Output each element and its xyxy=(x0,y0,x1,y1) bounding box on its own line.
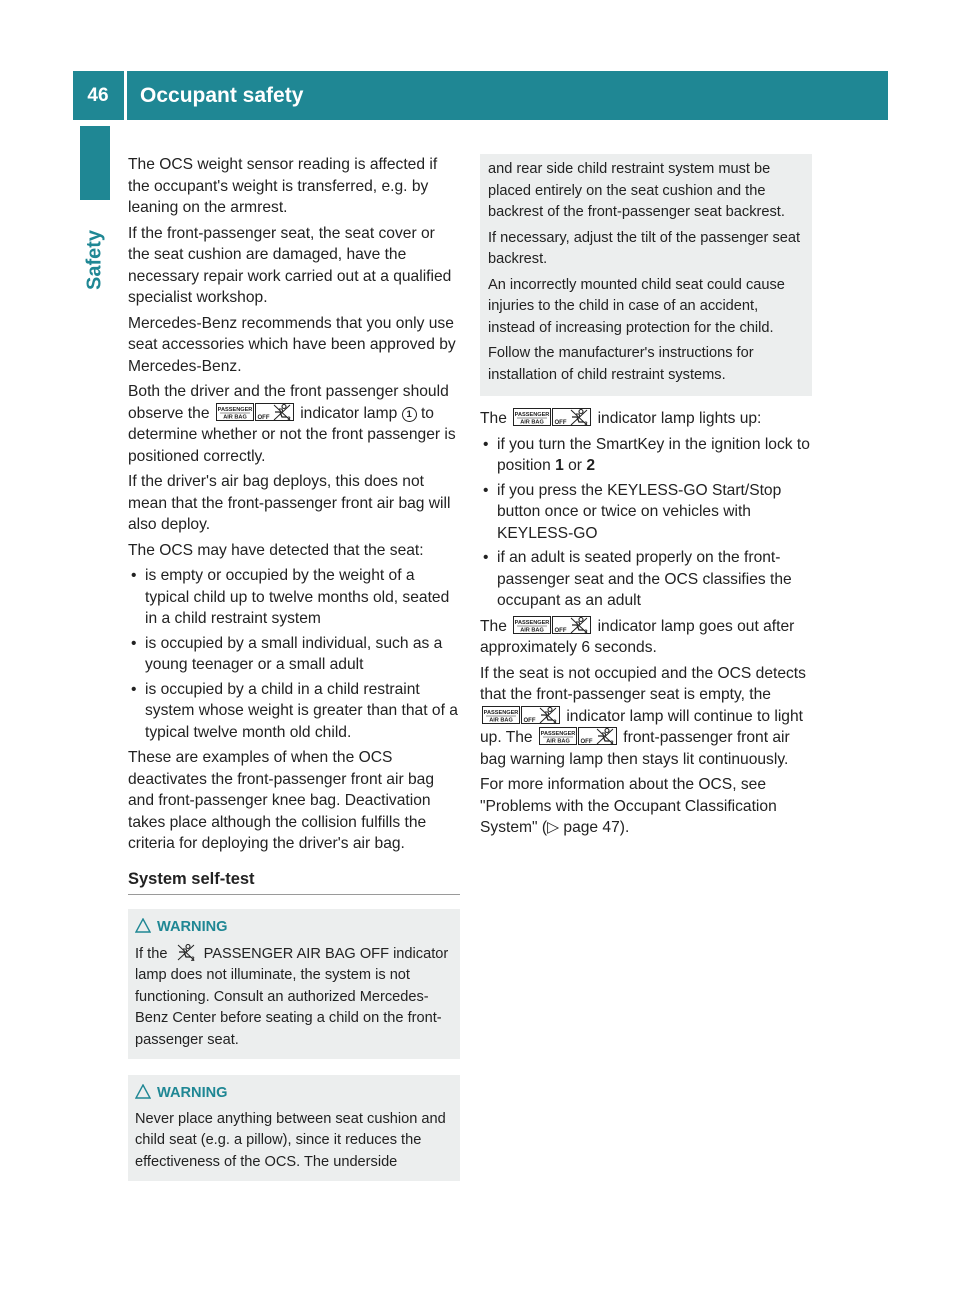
list-item: • if an adult is seated properly on the front-passenger seat and the OCS classifies the occupant as an adult xyxy=(480,547,812,612)
paragraph: Mercedes-Benz recommends that you only use seat accessories which have been approved by Mercedes-Benz. xyxy=(128,314,456,375)
passenger-airbag-off-icon xyxy=(216,403,294,421)
paragraph: For more information about the OCS, see "Problems with the Occupant Classification System" (▷ page 47). xyxy=(480,776,777,836)
bullet-list xyxy=(480,434,812,612)
paragraph: The PASSENGER AIR BAG OFF indicator lamp lights up: xyxy=(480,410,762,427)
paragraph: If the front-passenger seat, the seat cover or the seat cushion are damaged, have the necessary repair work carried out at a qualified specialist workshop. xyxy=(128,224,452,306)
section-heading: System self-test xyxy=(128,869,460,896)
header-separator xyxy=(124,71,127,120)
passenger-airbag-off-icon xyxy=(482,706,560,724)
left-column xyxy=(128,154,460,1181)
passenger-airbag-off-icon xyxy=(513,408,591,426)
section-tab xyxy=(80,126,110,200)
bullet-list xyxy=(128,565,460,743)
svg-text:OFF: OFF xyxy=(523,717,536,724)
svg-text:OFF: OFF xyxy=(580,739,593,745)
list-item: • if you press the KEYLESS-GO Start/Stop button once or twice on vehicles with KEYLESS-GO xyxy=(480,480,812,545)
paragraph: The OCS may have detected that the seat: xyxy=(128,541,424,559)
svg-text:PASSENGER: PASSENGER xyxy=(217,406,253,413)
list-item: • is occupied by a small individual, such as a young teenager or a small adult xyxy=(128,633,460,676)
page-reference-arrow-icon: ▷ xyxy=(547,819,560,836)
svg-text:PASSENGER: PASSENGER xyxy=(540,731,576,737)
passenger-airbag-off-icon xyxy=(539,727,617,745)
warning-box xyxy=(128,1075,460,1181)
paragraph: and rear side child restraint system must be placed entirely on the seat cushion and the backrest of the front-passenger seat backrest. xyxy=(488,161,785,220)
paragraph: If the seat is not occupied and the OCS detects that the front-passenger seat is empty, the PASSENGER AIR BAG OFF indicator lamp will continue to light up. The PASSENGER AIR BAG OFF front-passenger front air bag warning lamp then stays lit continuously. xyxy=(480,664,806,768)
warning-box-continued xyxy=(480,154,812,396)
svg-text:PASSENGER: PASSENGER xyxy=(514,619,550,626)
svg-text:AIR BAG: AIR BAG xyxy=(489,717,513,723)
svg-text:AIR BAG: AIR BAG xyxy=(546,738,570,745)
paragraph: If necessary, adjust the tilt of the passenger seat backrest. xyxy=(488,229,801,267)
paragraph: If the driver's air bag deploys, this does not mean that the front-passenger front air bag will also deploy. xyxy=(128,473,451,533)
svg-text:OFF: OFF xyxy=(257,414,270,421)
svg-text:AIR BAG: AIR BAG xyxy=(223,414,247,420)
paragraph: An incorrectly mounted child seat could cause injuries to the child in case of an accident, instead of increasing protection for the child. xyxy=(488,276,785,336)
paragraph: These are examples of when the OCS deactivates the front-passenger front air bag and front-passenger knee bag. Deactivation takes place although the collision fulfills the criteria for deploying the driver's air bag. xyxy=(128,749,434,852)
right-column xyxy=(480,154,812,843)
airbag-off-seat-icon xyxy=(175,943,197,961)
warning-body: Never place anything between seat cushion and child seat (e.g. a pillow), since it reduces the effectiveness of the OCS. The underside xyxy=(135,1110,446,1170)
warning-triangle-icon xyxy=(135,1084,151,1099)
list-item: • is empty or occupied by the weight of a typical child up to twelve months old, seated in a child restraint system xyxy=(128,565,460,630)
svg-text:OFF: OFF xyxy=(554,627,567,634)
warning-box xyxy=(128,909,460,1059)
paragraph: The PASSENGER AIR BAG OFF indicator lamp goes out after approximately 6 seconds. xyxy=(480,617,795,656)
page-number: 46 xyxy=(87,85,109,106)
warning-triangle-icon xyxy=(135,918,151,933)
callout-number: 1 xyxy=(402,407,417,422)
page-title: Occupant safety xyxy=(140,84,304,107)
warning-title: WARNING xyxy=(135,1083,452,1105)
svg-text:AIR BAG: AIR BAG xyxy=(520,627,545,633)
svg-text:PASSENGER: PASSENGER xyxy=(483,709,519,716)
warning-title: WARNING xyxy=(135,917,452,939)
svg-text:PASSENGER: PASSENGER xyxy=(514,412,550,418)
page-reference-link[interactable]: page 47). xyxy=(563,819,630,836)
paragraph: The OCS weight sensor reading is affected if the occupant's weight is transferred, e.g. by leaning on the armrest. xyxy=(128,156,438,216)
list-item: • is occupied by a child in a child restraint system whose weight is greater than that of a typical twelve month old child. xyxy=(128,679,460,744)
paragraph: Follow the manufacturer's instructions for installation of child restraint systems. xyxy=(488,345,754,383)
section-label: Safety xyxy=(83,229,106,291)
svg-text:OFF: OFF xyxy=(554,420,567,426)
svg-text:AIR BAG: AIR BAG xyxy=(520,419,545,426)
passenger-airbag-off-icon xyxy=(513,616,591,634)
paragraph: Both the driver and the front passenger should observe the PASSENGER AIR BAG OFF indicator lamp 1 to determine whether or not the front passenger is positioned correctly. xyxy=(128,383,456,465)
warning-body: If the PASSENGER AIR BAG OFF indicator lamp does not illuminate, the system is not functioning. Consult an authorized Mercedes-Benz Center before seating a child on the front-passenger seat. xyxy=(135,943,452,1052)
list-item: • if you turn the SmartKey in the ignition lock to position 1 or 2 xyxy=(480,434,812,477)
